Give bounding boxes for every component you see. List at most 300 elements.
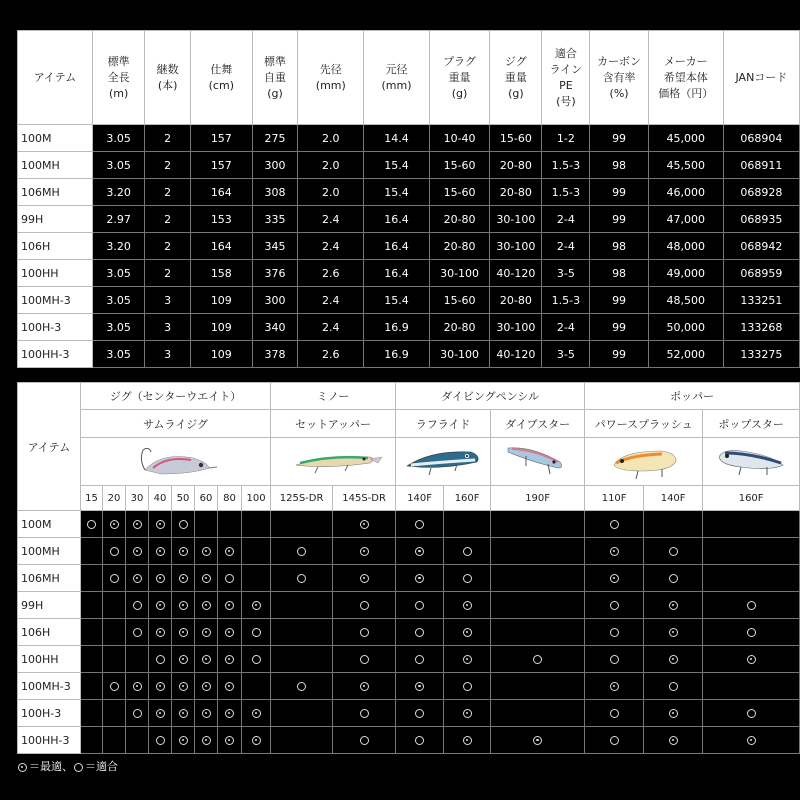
spec-cell: 40-120 [490, 260, 542, 287]
lure-compat-cell [644, 538, 703, 565]
spec-cell: 15-60 [490, 125, 542, 152]
spec-header-9 [542, 31, 590, 125]
lure-compat-cell [242, 646, 271, 673]
best-mark-icon [156, 574, 165, 583]
spec-header-line: 元径 [385, 62, 408, 76]
lure-compat-cell [126, 727, 149, 754]
lure-compat-cell [271, 673, 333, 700]
best-mark-icon [463, 736, 472, 745]
lure-compat-cell [333, 565, 396, 592]
lure-compat-cell [218, 727, 242, 754]
lure-item-name: 100M [18, 511, 81, 538]
lure-image-row [18, 438, 800, 486]
spec-cell: 1.5-3 [542, 287, 590, 314]
best-mark-icon [179, 601, 188, 610]
spec-cell: 20-80 [429, 314, 489, 341]
lure-compat-cell [149, 592, 172, 619]
lure-popstar-icon [711, 441, 791, 483]
spec-cell: 48,500 [648, 287, 723, 314]
fit-mark-icon [252, 655, 261, 664]
lure-compat-cell [103, 727, 126, 754]
lure-compat-cell [585, 511, 644, 538]
spec-header-line: 重量 [448, 70, 471, 84]
fit-mark-icon [360, 709, 369, 718]
lure-compat-cell [242, 727, 271, 754]
lure-compat-cell [644, 727, 703, 754]
spec-header-line: アイテム [33, 70, 77, 84]
lure-row [18, 673, 800, 700]
group-popper: ポッパー [585, 383, 800, 410]
spec-item-name: 106H [18, 233, 93, 260]
fit-mark-icon [225, 574, 234, 583]
lure-compat-cell [585, 565, 644, 592]
best-mark-icon [360, 547, 369, 556]
lure-compat-cell [333, 646, 396, 673]
best-mark-icon [156, 547, 165, 556]
spec-item-name: 99H [18, 206, 93, 233]
spec-cell: 3.05 [93, 260, 145, 287]
lure-size-cell: 100 [242, 486, 271, 511]
spec-cell: 3.05 [93, 341, 145, 368]
spec-cell: 133275 [723, 341, 799, 368]
spec-cell: 30-100 [429, 260, 489, 287]
lure-compat-cell [703, 511, 800, 538]
legend-fit-label: ＝適合 [85, 760, 118, 773]
lure-compat-cell [172, 538, 195, 565]
lure-compat-cell [444, 538, 491, 565]
best-mark-icon [156, 709, 165, 718]
spec-header-6 [364, 31, 430, 125]
lure-row [18, 565, 800, 592]
group-diving-pencil: ダイビングペンシル [396, 383, 585, 410]
fit-mark-icon [415, 520, 424, 529]
spec-cell: 340 [252, 314, 298, 341]
spec-cell: 109 [191, 314, 253, 341]
lure-compat-cell [126, 673, 149, 700]
best-mark-icon [133, 520, 142, 529]
best-mark-icon [202, 709, 211, 718]
fit-mark-icon [610, 520, 619, 529]
spec-header-4 [252, 31, 298, 125]
spec-cell: 99 [590, 341, 648, 368]
lure-compat-cell [271, 646, 333, 673]
fit-mark-icon [415, 655, 424, 664]
spec-cell: 30-100 [490, 314, 542, 341]
best-mark-icon [202, 601, 211, 610]
spec-cell: 3.05 [93, 125, 145, 152]
best-mark-icon [225, 655, 234, 664]
best-mark-icon [202, 736, 211, 745]
lure-compat-cell [444, 727, 491, 754]
best-mark-icon [225, 628, 234, 637]
spec-cell: 2.97 [93, 206, 145, 233]
best-mark-icon [179, 736, 188, 745]
lure-compat-cell [103, 511, 126, 538]
spec-cell: 2-4 [542, 233, 590, 260]
spec-header-line: (g) [451, 86, 468, 100]
spec-header-line: 重量 [504, 70, 527, 84]
lure-compat-cell [271, 592, 333, 619]
spec-header-line: (本) [157, 78, 178, 92]
spec-header-line: (g) [508, 86, 524, 100]
lure-compat-cell [444, 511, 491, 538]
fit-mark-icon [360, 736, 369, 745]
spec-cell: 153 [191, 206, 253, 233]
spec-cell: 98 [590, 152, 648, 179]
spec-cell: 15.4 [364, 152, 430, 179]
lure-compat-cell [644, 565, 703, 592]
spec-header-line: 含有率 [602, 70, 636, 84]
best-mark-icon [610, 547, 619, 556]
spec-header-line: (mm) [381, 78, 412, 92]
lure-compat-cell [242, 592, 271, 619]
spec-row [18, 206, 800, 233]
best-mark-icon [610, 574, 619, 583]
lure-compat-cell [396, 538, 444, 565]
lure-group-row [18, 383, 800, 410]
lure-compat-cell [703, 673, 800, 700]
lure-size-cell: 20 [103, 486, 126, 511]
fit-mark-icon [252, 628, 261, 637]
best-mark-icon [669, 601, 678, 610]
best-mark-icon [225, 736, 234, 745]
lure-compat-cell [242, 565, 271, 592]
lure-compat-cell [195, 511, 218, 538]
spec-cell: 15-60 [429, 287, 489, 314]
lure-compat-cell [81, 511, 103, 538]
best-mark-icon [156, 628, 165, 637]
lure-compat-cell [333, 673, 396, 700]
spec-header-line: 仕舞 [210, 62, 233, 76]
lure-compat-cell [218, 565, 242, 592]
spec-row [18, 152, 800, 179]
fit-mark-icon [74, 763, 83, 772]
spec-cell: 068935 [723, 206, 799, 233]
lure-compat-cell [703, 592, 800, 619]
lure-compat-cell [585, 592, 644, 619]
spec-cell: 45,500 [648, 152, 723, 179]
spec-cell: 2 [145, 125, 191, 152]
spec-header-11 [648, 31, 723, 125]
setupper-image [271, 438, 396, 486]
lure-compat-cell [585, 700, 644, 727]
lure-compat-cell [103, 619, 126, 646]
spec-cell: 2.6 [298, 341, 364, 368]
fit-mark-icon [87, 520, 96, 529]
lure-compat-cell [491, 700, 585, 727]
samurai-jig-image [81, 438, 271, 486]
lure-item-name: 106H [18, 619, 81, 646]
lure-compat-cell [333, 538, 396, 565]
spec-row [18, 125, 800, 152]
spec-cell: 1.5-3 [542, 179, 590, 206]
lure-size-cell: 40 [149, 486, 172, 511]
fit-mark-icon [463, 547, 472, 556]
spec-header-line: ジグ [504, 54, 527, 68]
spec-cell: 16.4 [364, 206, 430, 233]
spec-header-3 [191, 31, 253, 125]
lure-compat-cell [333, 700, 396, 727]
spec-cell: 157 [191, 152, 253, 179]
lure-compat-cell [218, 619, 242, 646]
spec-cell: 99 [590, 125, 648, 152]
fit-mark-icon [360, 655, 369, 664]
spec-cell: 10-40 [429, 125, 489, 152]
fit-mark-icon [133, 601, 142, 610]
lure-compat-cell [491, 511, 585, 538]
lure-compat-cell [126, 511, 149, 538]
spec-cell: 49,000 [648, 260, 723, 287]
lure-size-cell: 140F [644, 486, 703, 511]
spec-header-line: 先径 [319, 62, 342, 76]
fit-mark-icon [610, 601, 619, 610]
lure-samurai-jig-icon [131, 440, 221, 484]
lure-compat-cell [195, 619, 218, 646]
best-mark-icon [669, 709, 678, 718]
spec-cell: 2 [145, 260, 191, 287]
spec-cell: 164 [191, 179, 253, 206]
spec-cell: 16.9 [364, 341, 430, 368]
lure-compat-cell [271, 511, 333, 538]
spec-cell: 99 [590, 287, 648, 314]
lure-compat-cell [218, 592, 242, 619]
spec-header-8 [490, 31, 542, 125]
lure-compat-cell [585, 538, 644, 565]
best-mark-icon [610, 682, 619, 691]
lure-compat-cell [81, 565, 103, 592]
fit-mark-icon [110, 574, 119, 583]
lure-compat-cell [242, 673, 271, 700]
spec-header-line: ライン [549, 62, 583, 76]
lure-compat-cell [703, 727, 800, 754]
best-mark-icon [747, 655, 756, 664]
best-mark-icon [463, 601, 472, 610]
fit-mark-icon [133, 709, 142, 718]
lure-compat-cell [195, 700, 218, 727]
best-mark-icon [669, 628, 678, 637]
popstar-image [703, 438, 800, 486]
best-mark-icon [156, 601, 165, 610]
best-mark-icon [463, 709, 472, 718]
best-mark-icon [669, 655, 678, 664]
fit-mark-icon [297, 547, 306, 556]
spec-cell: 20-80 [490, 152, 542, 179]
spec-cell: 20-80 [429, 233, 489, 260]
lure-compat-cell [103, 592, 126, 619]
fit-mark-icon [415, 709, 424, 718]
lure-roughride-icon [401, 442, 485, 482]
spec-cell: 2.4 [298, 206, 364, 233]
divestar-image [491, 438, 585, 486]
spec-header-line: (mm) [315, 78, 346, 92]
fit-mark-icon [110, 682, 119, 691]
spec-cell: 164 [191, 233, 253, 260]
best-mark-icon [179, 682, 188, 691]
spec-cell: 2 [145, 179, 191, 206]
lure-compat-cell [644, 646, 703, 673]
lure-compat-cell [103, 646, 126, 673]
lure-compat-cell [149, 565, 172, 592]
fit-mark-icon [156, 655, 165, 664]
product-divestar: ダイブスター [491, 410, 585, 438]
spec-cell: 16.9 [364, 314, 430, 341]
lure-compat-cell [703, 619, 800, 646]
spec-cell: 2.6 [298, 260, 364, 287]
lure-item-name: 100HH [18, 646, 81, 673]
lure-compat-cell [396, 646, 444, 673]
spec-header-line: PE [559, 78, 573, 92]
spec-cell: 068942 [723, 233, 799, 260]
spec-cell: 068904 [723, 125, 799, 152]
best-mark-icon [202, 628, 211, 637]
lure-compat-cell [585, 619, 644, 646]
lure-item-name: 100H-3 [18, 700, 81, 727]
spec-cell: 2.4 [298, 233, 364, 260]
spec-cell: 30-100 [490, 206, 542, 233]
lure-size-cell: 160F [703, 486, 800, 511]
spec-header-line: 標準 [107, 54, 130, 68]
spec-cell: 3 [145, 341, 191, 368]
fit-mark-icon [669, 574, 678, 583]
spec-cell: 378 [252, 341, 298, 368]
lure-compat-cell [81, 700, 103, 727]
spec-item-name: 100HH-3 [18, 341, 93, 368]
spec-cell: 45,000 [648, 125, 723, 152]
spec-item-name: 100MH-3 [18, 287, 93, 314]
lure-compat-cell [126, 619, 149, 646]
spec-cell: 99 [590, 206, 648, 233]
spec-cell: 3.20 [93, 179, 145, 206]
best-mark-icon [179, 547, 188, 556]
spec-cell: 2-4 [542, 314, 590, 341]
lure-compat-cell [149, 673, 172, 700]
lure-compat-cell [333, 511, 396, 538]
lure-compat-cell [703, 538, 800, 565]
spec-header-line: (号) [556, 94, 576, 108]
spec-header-5 [298, 31, 364, 125]
fit-mark-icon [415, 736, 424, 745]
lure-size-cell: 140F [396, 486, 444, 511]
powersplash-image [585, 438, 703, 486]
lure-compat-cell [81, 619, 103, 646]
spec-cell: 2.0 [298, 152, 364, 179]
fit-mark-icon [110, 547, 119, 556]
spec-cell: 14.4 [364, 125, 430, 152]
spec-cell: 3.20 [93, 233, 145, 260]
spec-cell: 15.4 [364, 287, 430, 314]
lure-compat-cell [491, 727, 585, 754]
lure-compat-cell [218, 511, 242, 538]
best-mark-icon [415, 547, 424, 556]
lure-compat-cell [195, 646, 218, 673]
lure-compat-cell [103, 565, 126, 592]
lure-compat-cell [644, 673, 703, 700]
spec-header-line: 全長 [107, 70, 130, 84]
fit-mark-icon [297, 682, 306, 691]
product-setupper: セットアッパー [271, 410, 396, 438]
spec-cell: 3 [145, 314, 191, 341]
lure-compat-cell [126, 565, 149, 592]
spec-header-line: JANコード [735, 70, 788, 84]
roughride-image [396, 438, 491, 486]
spec-cell: 99 [590, 314, 648, 341]
fit-mark-icon [669, 547, 678, 556]
spec-row [18, 179, 800, 206]
best-mark-icon [110, 520, 119, 529]
spec-cell: 1-2 [542, 125, 590, 152]
lure-compat-cell [444, 619, 491, 646]
best-mark-icon [415, 574, 424, 583]
spec-cell: 300 [252, 152, 298, 179]
spec-header-10 [590, 31, 648, 125]
fit-mark-icon [610, 628, 619, 637]
spec-cell: 99 [590, 179, 648, 206]
lure-divestar-icon [502, 440, 574, 484]
spec-cell: 20-80 [490, 179, 542, 206]
spec-cell: 2-4 [542, 206, 590, 233]
lure-compat-cell [703, 646, 800, 673]
spec-cell: 109 [191, 287, 253, 314]
best-mark-icon [533, 736, 542, 745]
best-mark-icon [179, 628, 188, 637]
lure-compat-cell [396, 700, 444, 727]
spec-header-line: 適合 [554, 46, 577, 60]
lure-compat-cell [703, 700, 800, 727]
lure-compat-cell [195, 538, 218, 565]
lure-compat-cell [491, 646, 585, 673]
lure-compat-table [17, 382, 800, 754]
lure-compat-cell [644, 592, 703, 619]
lure-compat-cell [333, 727, 396, 754]
spec-cell: 068911 [723, 152, 799, 179]
lure-compat-cell [271, 538, 333, 565]
spec-cell: 2.0 [298, 125, 364, 152]
spec-cell: 98 [590, 233, 648, 260]
spec-cell: 109 [191, 341, 253, 368]
fit-mark-icon [133, 628, 142, 637]
best-mark-icon [463, 628, 472, 637]
product-roughride: ラフライド [396, 410, 491, 438]
spec-cell: 335 [252, 206, 298, 233]
fit-mark-icon [156, 736, 165, 745]
lure-compat-cell [444, 673, 491, 700]
fit-mark-icon [610, 736, 619, 745]
spec-header-12 [723, 31, 799, 125]
best-mark-icon [463, 655, 472, 664]
spec-header-0 [18, 31, 93, 125]
lure-compat-cell [585, 673, 644, 700]
fit-mark-icon [747, 709, 756, 718]
group-jig: ジグ（センターウエイト） [81, 383, 271, 410]
fit-mark-icon [533, 655, 542, 664]
best-mark-icon [252, 736, 261, 745]
spec-cell: 2.4 [298, 314, 364, 341]
spec-header-line: 希望本体 [663, 70, 708, 84]
spec-cell: 16.4 [364, 233, 430, 260]
spec-cell: 16.4 [364, 260, 430, 287]
spec-cell: 3.05 [93, 152, 145, 179]
lure-compat-cell [149, 727, 172, 754]
spec-item-name: 106MH [18, 179, 93, 206]
best-mark-icon [360, 574, 369, 583]
spec-cell: 15-60 [429, 152, 489, 179]
best-mark-icon [225, 547, 234, 556]
best-mark-icon [252, 709, 261, 718]
lure-compat-cell [271, 727, 333, 754]
lure-compat-cell [644, 619, 703, 646]
lure-size-cell: 145S-DR [333, 486, 396, 511]
lure-row [18, 538, 800, 565]
